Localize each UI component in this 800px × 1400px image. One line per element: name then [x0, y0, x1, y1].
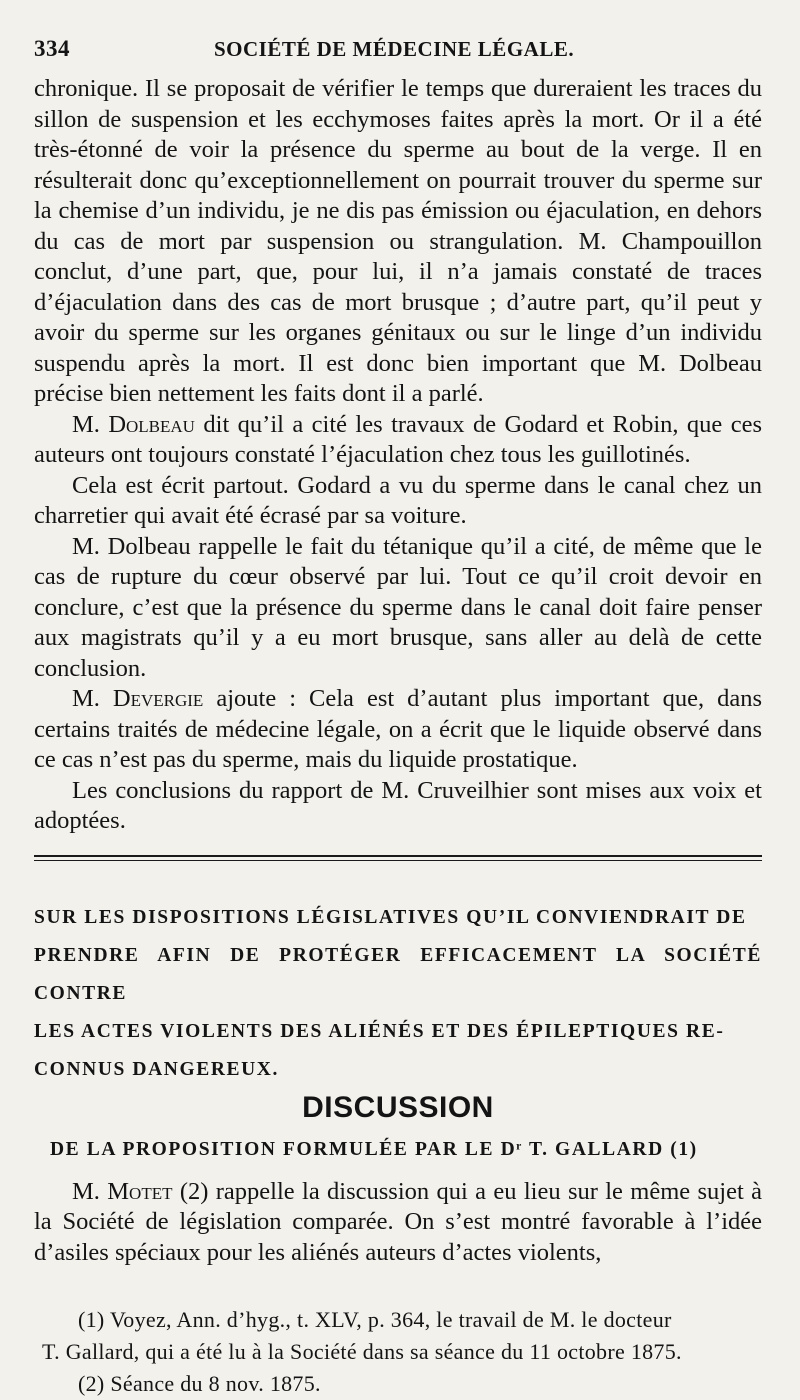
paragraph-dolbeau-rappelle: M. Dolbeau rappelle le fait du tétanique qu’il a cité, de même que le cas de rupture du cœur observé par lui. Tout ce qu’il croit devoir en conclure, c’est que la présence du sperme dans le canal doit faire penser aux magistrats qu’il y a eu mort brusque, sans aller au delà de cette conclusion.: [34, 532, 762, 682]
page-number: 334: [34, 36, 70, 61]
section-title-line: LES ACTES VIOLENTS DES ALIÉNÉS ET DES ÉPILEPTIQUES RE-: [34, 1020, 725, 1042]
section-divider-thick: [34, 855, 762, 857]
section-title-line: SUR LES DISPOSITIONS LÉGISLATIVES QU’IL CONVIENDRAIT DE: [34, 906, 747, 928]
discussion-subtitle: DE LA PROPOSITION FORMULÉE PAR LE Dʳ T. GALLARD (1): [50, 1138, 698, 1160]
section-divider-thin: [34, 860, 762, 861]
footnote-2: (2) Séance du 8 nov. 1875.: [78, 1371, 321, 1396]
speaker-name: M. Dolbeau: [72, 410, 195, 438]
book-page: [34, 36, 762, 1400]
paragraph-continued: chronique. Il se proposait de vérifier le temps que dureraient les traces du sillon de suspension et les ecchymoses faites après la mort. Or il a été très-étonné de voir la présence du sperme au bout de la verge. Il en résulterait donc qu’exceptionnellement on pourrait trouver du sperme sur la chemise d’un individu, je ne dis pas émission ou éjaculation, en dehors du cas de mort par suspension ou strangulation. M. Champouillon conclut, d’une part, que, pour lui, il n’a jamais constaté de traces d’éjaculation dans des cas de mort brusque ; d’autre part, qu’il peut y avoir du sperme sur les organes génitaux ou sur le linge d’un individu suspendu après la mort. Il est donc bien important que M. Dolbeau précise bien nettement les faits dont il a parlé.: [34, 75, 762, 407]
speaker-name: M. Motet: [72, 1177, 173, 1205]
section-title-line: CONNUS DANGEREUX.: [34, 1058, 279, 1080]
footnote-1-continued: T. Gallard, qui a été lu à la Société dans sa séance du 11 octobre 1875.: [42, 1339, 682, 1364]
paragraph-text: ajoute : Cela est d’autant plus important que, dans certains traités de médecine légale, on a écrit que le liquide observé dans ce cas n’est pas du sperme, mais du liquide prostatique.: [34, 685, 763, 773]
running-head: SOCIÉTÉ DE MÉDECINE LÉGALE.: [214, 37, 575, 61]
paragraph-text: (2) rappelle la discussion qui a eu lieu sur le même sujet à la Société de législation comparée. On s’est montré favorable à l’idée d’asiles spéciaux pour les aliénés auteurs d’actes violents,: [34, 1177, 762, 1266]
paragraph-motet: [34, 1177, 762, 1269]
speaker-name: M. Devergie: [72, 685, 204, 712]
section-title: [34, 899, 762, 1089]
paragraph-text: dit qu’il a cité les travaux de Godard et Robin, que ces auteurs ont toujours constaté l’éjaculation chez tous les guillotinés.: [34, 410, 763, 468]
discussion-heading: DISCUSSION: [302, 1090, 494, 1124]
footnotes: [34, 1304, 762, 1400]
paragraph-conclusions: Les conclusions du rapport de M. Cruveilhier sont mises aux voix et adoptées.: [34, 776, 762, 834]
paragraph-godard: Cela est écrit partout. Godard a vu du sperme dans le canal chez un charretier qui avait été écrasé par sa voiture.: [34, 471, 762, 529]
paragraph-dolbeau: [34, 410, 762, 471]
section-title-line: PRENDRE AFIN DE PROTÉGER EFFICACEMENT LA SOCIÉTÉ CONTRE: [34, 944, 762, 1004]
paragraph-devergie: [34, 684, 762, 776]
page-header: [34, 36, 762, 62]
footnote-1: (1) Voyez, Ann. d’hyg., t. XLV, p. 364, le travail de M. le docteur: [78, 1307, 672, 1332]
